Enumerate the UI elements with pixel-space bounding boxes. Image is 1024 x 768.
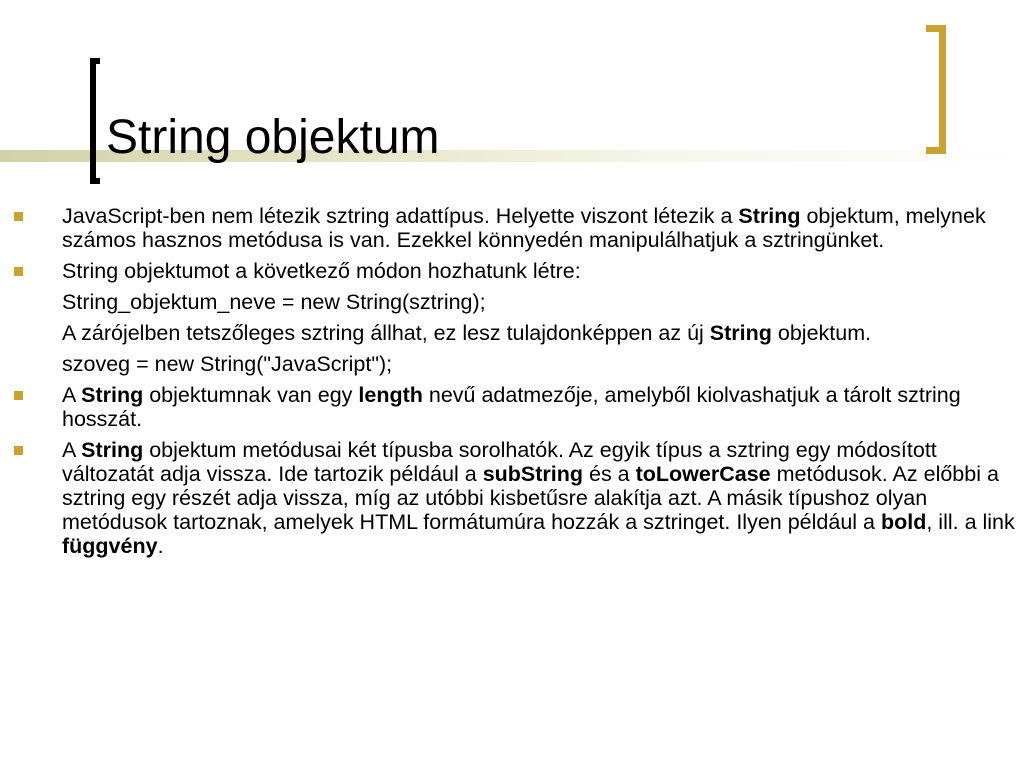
text-run: A	[62, 383, 82, 407]
text-run: , ill. a link	[926, 510, 1015, 534]
text-run: objektum metódusai két típusba sorolhatók. Az egyik típus a sztring egy módosított változatát adja vissza. Ide tartozik például a	[62, 438, 937, 486]
code-line-constructor	[12, 290, 1016, 314]
keyword-string: String	[81, 438, 144, 462]
bullet-item-1	[12, 204, 1016, 252]
continuation-paragraph	[12, 321, 1016, 345]
text-run: és a	[583, 462, 636, 486]
text-run: objektum.	[771, 321, 872, 345]
text-run: nevű adatmezője, amelyből kiolvashatjuk a tárolt sztring hosszát.	[62, 383, 961, 431]
keyword-substring: subString	[482, 462, 584, 486]
text-run: szoveg = new String("JavaScript");	[62, 352, 393, 376]
text-run: String objektumot a következő módon hozhatunk létre:	[62, 259, 581, 283]
keyword-length: length	[358, 383, 423, 407]
right-bracket-decoration	[926, 25, 946, 154]
slide-title: String objektum	[106, 111, 440, 164]
code-line-example	[12, 352, 1016, 376]
text-run: A zárójelben tetszőleges sztring állhat, ez lesz tulajdonképpen az új	[62, 321, 710, 345]
text-run: A	[62, 438, 82, 462]
keyword-string: String	[738, 204, 801, 228]
text-run: .	[157, 534, 164, 558]
keyword-fuggveny: függvény	[62, 534, 158, 558]
text-run: String_objektum_neve = new String(sztring);	[62, 290, 486, 314]
text-run: metódusok. Az előbbi a sztring egy részét adja vissza, míg az utóbbi kisbetűsre alakítja azt. A másik típushoz olyan metódusok tartoznak, amelyek HTML formátumúra hozzák a sztringet. Ilyen például a	[62, 462, 999, 534]
keyword-bold: bold	[880, 510, 927, 534]
keyword-string: String	[709, 321, 772, 345]
slide-content	[12, 204, 1016, 558]
bullet-item-3	[12, 383, 1016, 431]
text-run: objektum, melynek számos hasznos metódusa is van. Ezekkel könnyedén manipulálhatjuk a sztringünket.	[62, 204, 986, 252]
bullet-item-2	[12, 259, 1016, 283]
text-run: objektumnak van egy	[143, 383, 359, 407]
keyword-string: String	[81, 383, 144, 407]
left-bracket-decoration	[90, 58, 100, 184]
text-run: JavaScript-ben nem létezik sztring adattípus. Helyette viszont létezik a	[62, 204, 739, 228]
keyword-tolowercase: toLowerCase	[635, 462, 771, 486]
bullet-item-4	[12, 438, 1016, 558]
